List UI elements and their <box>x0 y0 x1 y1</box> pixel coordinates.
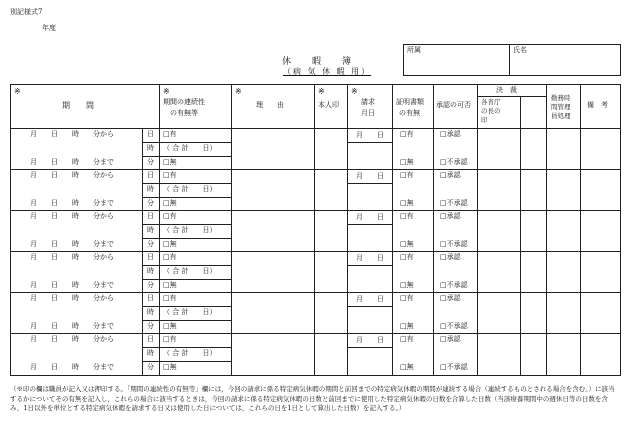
continuity-no-checkbox[interactable]: □無 <box>163 158 177 166</box>
continuity-yes-checkbox[interactable]: □有 <box>163 171 177 179</box>
cert-yes-checkbox[interactable]: □有 <box>400 212 414 220</box>
subrow-line <box>142 224 232 225</box>
continuity-no-checkbox[interactable]: □無 <box>163 199 177 207</box>
request-subline <box>347 224 393 225</box>
unit-hour: 時 <box>147 308 154 316</box>
continuity-no-checkbox[interactable]: □無 <box>163 322 177 330</box>
unit-hour: 時 <box>147 185 154 193</box>
header-continuity-1: 期間の連続性 <box>163 98 205 106</box>
request-date[interactable]: 月 日 <box>356 172 384 180</box>
approve-checkbox[interactable]: □承認 <box>440 130 461 138</box>
header-agency-1: 各省庁 <box>481 98 501 106</box>
approve-checkbox[interactable]: □承認 <box>440 253 461 261</box>
unit-minute: 分 <box>147 363 154 371</box>
page-title: 休 暇 簿 <box>282 57 358 67</box>
cert-no-checkbox[interactable]: □無 <box>400 158 414 166</box>
header-cert-1: 証明書類 <box>396 98 424 106</box>
header-agency-3: 印 <box>481 116 488 124</box>
cert-no-checkbox[interactable]: □無 <box>400 240 414 248</box>
cert-yes-checkbox[interactable]: □有 <box>400 335 414 343</box>
subrow-line <box>142 238 232 239</box>
affiliation-label: 所属 <box>407 46 421 54</box>
continuity-yes-checkbox[interactable]: □有 <box>163 130 177 138</box>
subrow-line <box>142 361 232 362</box>
period-to[interactable]: 月 日 時 分まで <box>30 158 114 166</box>
unit-hour: 時 <box>147 144 154 152</box>
cert-no-checkbox[interactable]: □無 <box>400 363 414 371</box>
subrow-line <box>142 156 232 157</box>
continuity-total[interactable]: （ 合 計 日） <box>163 226 217 234</box>
period-from[interactable]: 月 日 時 分から <box>30 130 114 138</box>
asterisk-continuity: ※ <box>163 87 170 96</box>
period-to[interactable]: 月 日 時 分まで <box>30 363 114 371</box>
row-divider <box>10 210 620 211</box>
continuity-no-checkbox[interactable]: □無 <box>163 240 177 248</box>
disapprove-checkbox[interactable]: □不承認 <box>440 199 468 207</box>
period-to[interactable]: 月 日 時 分まで <box>30 240 114 248</box>
cert-no-checkbox[interactable]: □無 <box>400 322 414 330</box>
unit-hour: 時 <box>147 349 154 357</box>
unit-hour: 時 <box>147 267 154 275</box>
unit-day: 日 <box>147 212 154 220</box>
asterisk-seal: ※ <box>318 87 325 96</box>
continuity-yes-checkbox[interactable]: □有 <box>163 335 177 343</box>
request-date[interactable]: 月 日 <box>356 213 384 221</box>
footnote: （※印の欄は職員が記入又は押印する。「期間の連続性の有無等」欄には，今回の請求に係る特定病気休暇の期間と前回までの特定病気休暇の期間が連続する場合（連続するものとされる場合を含む。）に該当するかについてその有無を記入し，これらの場合に該当するときは，今回の請求に係る特定病気休暇の日数と前回までに使用した特定病気休暇の日数を合算した日数（当該療養期間中の週休日等の日数を含み，1日以外を単位とする特定病気休暇を請求する日又は使用した日については，これらの日を1日として算出した日数）を記入する。） <box>10 385 615 412</box>
continuity-total[interactable]: （ 合 計 日） <box>163 144 217 152</box>
unit-day: 日 <box>147 130 154 138</box>
header-cert-2: の有無 <box>399 109 420 117</box>
request-subline <box>347 183 393 184</box>
period-from[interactable]: 月 日 時 分から <box>30 171 114 179</box>
row-divider <box>10 333 620 334</box>
cert-yes-checkbox[interactable]: □有 <box>400 130 414 138</box>
form-id: 別記様式7 <box>10 8 43 16</box>
unit-minute: 分 <box>147 240 154 248</box>
request-date[interactable]: 月 日 <box>356 254 384 262</box>
header-approval: 承認の可否 <box>436 101 471 109</box>
period-from[interactable]: 月 日 時 分から <box>30 253 114 261</box>
cert-no-checkbox[interactable]: □無 <box>400 281 414 289</box>
approve-checkbox[interactable]: □承認 <box>440 212 461 220</box>
asterisk-period: ※ <box>14 87 21 96</box>
continuity-yes-checkbox[interactable]: □有 <box>163 253 177 261</box>
subrow-line <box>142 306 232 307</box>
header-decision: 決 裁 <box>496 86 517 94</box>
unit-day: 日 <box>147 171 154 179</box>
period-from[interactable]: 月 日 時 分から <box>30 335 114 343</box>
row-divider <box>10 292 620 293</box>
cert-no-checkbox[interactable]: □無 <box>400 199 414 207</box>
request-subline <box>347 265 393 266</box>
continuity-yes-checkbox[interactable]: □有 <box>163 212 177 220</box>
header-remarks: 備 考 <box>587 101 608 109</box>
request-subline <box>347 347 393 348</box>
name-label: 氏名 <box>513 46 527 54</box>
cert-yes-checkbox[interactable]: □有 <box>400 171 414 179</box>
page-subtitle: （病 気 休 暇 用） <box>283 67 372 76</box>
year-label: 年度 <box>42 24 56 32</box>
continuity-total[interactable]: （ 合 計 日） <box>163 349 217 357</box>
unit-minute: 分 <box>147 199 154 207</box>
unit-day: 日 <box>147 294 154 302</box>
cert-yes-checkbox[interactable]: □有 <box>400 294 414 302</box>
header-duty-1: 勤務時 <box>551 94 571 102</box>
period-to[interactable]: 月 日 時 分まで <box>30 281 114 289</box>
header-agency-2: の長の <box>481 107 501 115</box>
cert-yes-checkbox[interactable]: □有 <box>400 253 414 261</box>
subrow-line <box>142 197 232 198</box>
request-subline <box>347 306 393 307</box>
continuity-no-checkbox[interactable]: □無 <box>163 363 177 371</box>
subrow-line <box>142 347 232 348</box>
disapprove-checkbox[interactable]: □不承認 <box>440 158 468 166</box>
subrow-line <box>142 279 232 280</box>
unit-minute: 分 <box>147 322 154 330</box>
approve-checkbox[interactable]: □承認 <box>440 294 461 302</box>
disapprove-checkbox[interactable]: □不承認 <box>440 363 468 371</box>
header-period: 期 間 <box>62 101 94 110</box>
disapprove-checkbox[interactable]: □不承認 <box>440 240 468 248</box>
subrow-line <box>142 320 232 321</box>
header-continuity-2: の有無等 <box>170 109 198 117</box>
subrow-line <box>142 265 232 266</box>
unit-minute: 分 <box>147 281 154 289</box>
row-divider <box>10 169 620 170</box>
period-to[interactable]: 月 日 時 分まで <box>30 322 114 330</box>
disapprove-checkbox[interactable]: □不承認 <box>440 281 468 289</box>
header-duty-3: 員処理 <box>551 112 571 120</box>
continuity-no-checkbox[interactable]: □無 <box>163 281 177 289</box>
header-reason: 理 由 <box>256 101 284 109</box>
unit-minute: 分 <box>147 158 154 166</box>
asterisk-request: ※ <box>351 87 358 96</box>
period-from[interactable]: 月 日 時 分から <box>30 294 114 302</box>
unit-day: 日 <box>147 335 154 343</box>
request-subline <box>347 142 393 143</box>
row-divider <box>10 251 620 252</box>
unit-day: 日 <box>147 253 154 261</box>
request-date[interactable]: 月 日 <box>356 295 384 303</box>
continuity-total[interactable]: （ 合 計 日） <box>163 267 217 275</box>
approve-checkbox[interactable]: □承認 <box>440 171 461 179</box>
asterisk-reason: ※ <box>235 87 242 96</box>
continuity-yes-checkbox[interactable]: □有 <box>163 294 177 302</box>
header-request-1: 請求 <box>361 98 375 106</box>
unit-hour: 時 <box>147 226 154 234</box>
header-request-2: 月日 <box>361 109 375 117</box>
request-date[interactable]: 月 日 <box>356 131 384 139</box>
header-duty-2: 間管理 <box>551 103 571 111</box>
subrow-line <box>142 183 232 184</box>
period-from[interactable]: 月 日 時 分から <box>30 212 114 220</box>
period-to[interactable]: 月 日 時 分まで <box>30 199 114 207</box>
continuity-total[interactable]: （ 合 計 日） <box>163 185 217 193</box>
subrow-line <box>142 142 232 143</box>
header-seal: 本人印 <box>318 101 339 109</box>
continuity-total[interactable]: （ 合 計 日） <box>163 308 217 316</box>
request-date[interactable]: 月 日 <box>356 336 384 344</box>
affiliation-name-box <box>403 44 621 76</box>
disapprove-checkbox[interactable]: □不承認 <box>440 322 468 330</box>
approve-checkbox[interactable]: □承認 <box>440 335 461 343</box>
